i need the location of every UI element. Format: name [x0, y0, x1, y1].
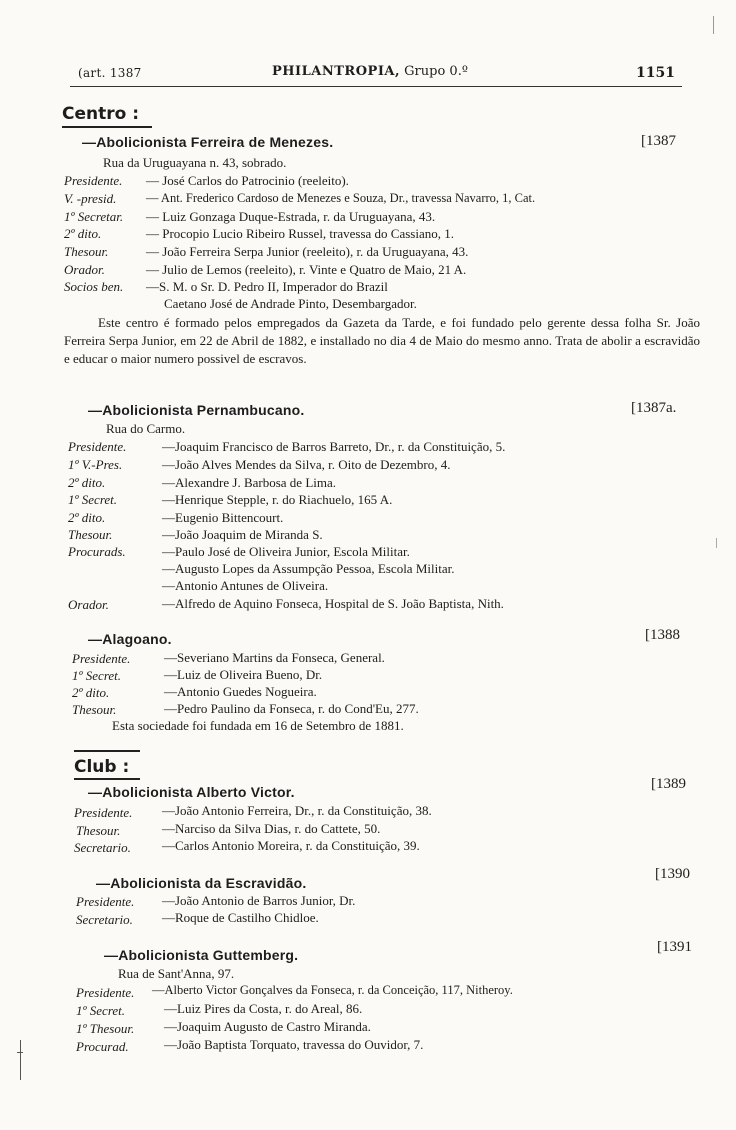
role-text: —Alberto Victor Gonçalves da Fonseca, r. da Conceição, 117, Nitheroy. — [152, 983, 513, 997]
role-text: —Pedro Paulino da Fonseca, r. do Cond'Eu, 277. — [164, 701, 419, 716]
entry-address: Rua de Sant'Anna, 97. — [118, 966, 235, 981]
section-rule-club — [74, 778, 140, 780]
role-text: —Roque de Castilho Chidloe. — [162, 910, 319, 925]
role-text: — Julio de Lemos (reeleito), r. Vinte e Quatro de Maio, 21 A. — [146, 262, 467, 277]
entry-number: [1389 — [651, 776, 686, 792]
section-rule-club-top — [74, 750, 140, 752]
role-label: 1º V.-Pres. — [68, 457, 123, 472]
role-text: — João Ferreira Serpa Junior (reeleito), r. da Uruguayana, 43. — [146, 244, 469, 259]
entry-address: Rua do Carmo. — [106, 421, 186, 436]
section-heading-centro: Centro : — [62, 104, 140, 124]
section-rule-centro — [62, 126, 152, 128]
role-label: Socios ben. — [64, 279, 124, 294]
role-text: —Alfredo de Aquino Fonseca, Hospital de S. João Baptista, Nith. — [162, 596, 504, 611]
entry-title: —Alagoano. — [88, 631, 172, 647]
role-label: Secretario. — [74, 840, 131, 855]
role-label: Presidente. — [72, 651, 131, 666]
role-text: — Ant. Frederico Cardoso de Menezes e Souza, Dr., travessa Navarro, 1, Cat. — [146, 191, 536, 205]
role-text: Caetano José de Andrade Pinto, Desembargador. — [164, 296, 417, 311]
entry-number: [1390 — [655, 866, 690, 882]
role-label: Thesour. — [64, 244, 109, 259]
role-label: Presidente. — [74, 805, 133, 820]
margin-mark — [713, 16, 714, 34]
role-text: — José Carlos do Patrocinio (reeleito). — [146, 173, 349, 188]
header-title — [272, 64, 468, 79]
page-number: 1151 — [636, 65, 675, 81]
header-rule — [70, 86, 682, 87]
role-label: V. -presid. — [64, 191, 117, 206]
role-label: Thesour. — [68, 527, 113, 542]
role-text: —João Alves Mendes da Silva, r. Oito de Dezembro, 4. — [162, 457, 451, 472]
entry-title: —Abolicionista da Escravidão. — [96, 875, 307, 891]
role-text: —Eugenio Bittencourt. — [162, 510, 284, 525]
entry-number: [1388 — [645, 627, 680, 643]
role-label: Procurad. — [76, 1039, 129, 1054]
entry-title: —Abolicionista Guttemberg. — [104, 947, 299, 963]
margin-mark — [20, 1040, 21, 1080]
margin-mark — [17, 1052, 23, 1053]
role-text: — Procopio Lucio Ribeiro Russel, travessa do Cassiano, 1. — [146, 226, 454, 241]
role-label: 1º Secretar. — [64, 209, 124, 224]
role-text: —Alexandre J. Barbosa de Lima. — [162, 475, 337, 490]
margin-mark — [716, 538, 717, 548]
role-label: 2º dito. — [68, 510, 106, 525]
role-text: —Joaquim Augusto de Castro Miranda. — [164, 1019, 371, 1034]
role-text: —Luiz de Oliveira Bueno, Dr. — [164, 667, 323, 682]
role-label: Orador. — [64, 262, 105, 277]
role-label: 1º Thesour. — [76, 1021, 135, 1036]
role-text: —João Joaquim de Miranda S. — [162, 527, 323, 542]
role-text: —João Antonio de Barros Junior, Dr. — [162, 893, 356, 908]
role-text: —João Baptista Torquato, travessa do Ouvidor, 7. — [164, 1037, 424, 1052]
role-label: 1º Secret. — [72, 668, 122, 683]
entry-title: —Abolicionista Ferreira de Menezes. — [82, 134, 334, 150]
role-label: Presidente. — [68, 439, 127, 454]
role-text: —Antonio Guedes Nogueira. — [164, 684, 317, 699]
role-text: —Joaquim Francisco de Barros Barreto, Dr., r. da Constituição, 5. — [162, 439, 506, 454]
entry-number: [1391 — [657, 939, 692, 955]
role-label: 1º Secret. — [76, 1003, 126, 1018]
role-label: 2º dito. — [72, 685, 110, 700]
role-label: 2º dito. — [64, 226, 102, 241]
header-article-range: (art. 1387 — [78, 66, 142, 80]
role-label: Presidente. — [64, 173, 123, 188]
role-text: —Carlos Antonio Moreira, r. da Constituição, 39. — [162, 838, 420, 853]
role-text: — Luiz Gonzaga Duque-Estrada, r. da Uruguayana, 43. — [146, 209, 436, 224]
role-label: Thesour. — [72, 702, 117, 717]
header-title-text: PHILANTROPIA, — [272, 64, 401, 79]
role-label: Orador. — [68, 597, 109, 612]
role-text: —Henrique Stepple, r. do Riachuelo, 165 A. — [162, 492, 393, 507]
entry-description: Este centro é formado pelos empregados da Gazeta da Tarde, e foi fundado pelo gerente dessa folha Sr. João Ferreira Serpa Junior, em 22 de Abril de 1882, e installado no dia 4 de Maio do mesmo anno. Trata de abolir a escravidão e educar o maior numero possivel de escravos. — [64, 315, 700, 366]
role-label: Secretario. — [76, 912, 133, 927]
role-text: —Paulo José de Oliveira Junior, Escola Militar. — [162, 544, 410, 559]
entry-note: Esta sociedade foi fundada em 16 de Setembro de 1881. — [112, 718, 404, 733]
role-text: —Augusto Lopes da Assumpção Pessoa, Escola Militar. — [162, 561, 455, 576]
role-text: —S. M. o Sr. D. Pedro II, Imperador do Brazil — [146, 279, 388, 294]
role-text: —Antonio Antunes de Oliveira. — [162, 578, 329, 593]
entry-number: [1387 — [641, 133, 676, 149]
role-label: Presidente. — [76, 985, 135, 1000]
role-text: —Severiano Martins da Fonseca, General. — [164, 650, 385, 665]
role-text: —João Antonio Ferreira, Dr., r. da Constituição, 38. — [162, 803, 432, 818]
entry-number: [1387a. — [631, 400, 677, 416]
role-label: Presidente. — [76, 894, 135, 909]
role-text: —Narciso da Silva Dias, r. do Cattete, 50. — [162, 821, 381, 836]
header-group: Grupo 0.º — [404, 64, 468, 79]
section-heading-club: Club : — [74, 757, 130, 777]
role-label: Thesour. — [76, 823, 121, 838]
role-label: 1º Secret. — [68, 492, 118, 507]
role-label: 2º dito. — [68, 475, 106, 490]
role-label: Procurads. — [68, 544, 126, 559]
role-text: —Luiz Pires da Costa, r. do Areal, 86. — [164, 1001, 363, 1016]
entry-title: —Abolicionista Pernambucano. — [88, 402, 305, 418]
entry-address: Rua da Uruguayana n. 43, sobrado. — [103, 155, 287, 170]
entry-title: —Abolicionista Alberto Victor. — [88, 784, 295, 800]
